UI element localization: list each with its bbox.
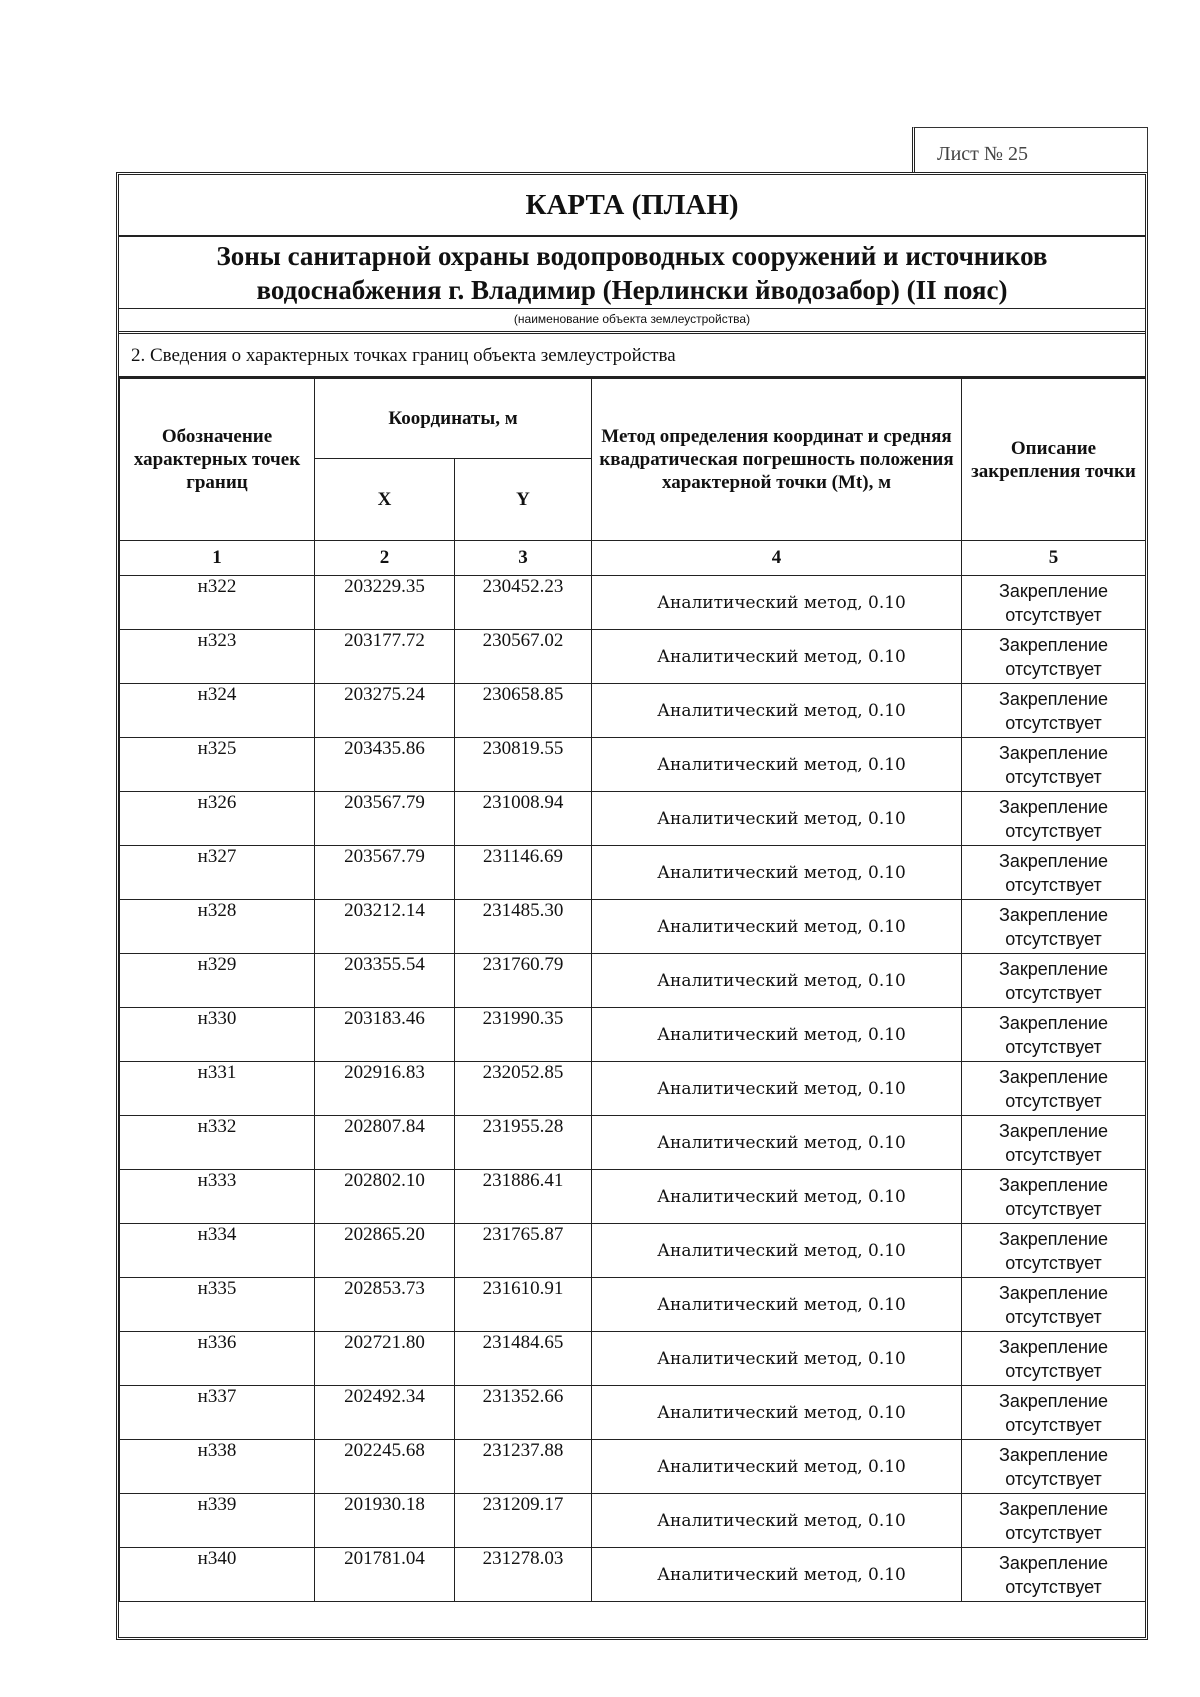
anchor-cell: Закрепление отсутствует [962,792,1146,846]
method-cell: Аналитический метод, 0.10 [592,954,962,1008]
method-cell: Аналитический метод, 0.10 [592,1062,962,1116]
method-cell: Аналитический метод, 0.10 [592,630,962,684]
column-number: 5 [962,541,1146,576]
y-cell: 231886.41 [455,1170,592,1224]
table-row [120,954,1146,1008]
x-cell: 201781.04 [315,1548,455,1602]
y-cell: 231955.28 [455,1116,592,1170]
x-cell: 201930.18 [315,1494,455,1548]
object-name [119,235,1145,311]
anchor-cell: Закрепление отсутствует [962,576,1146,630]
method-cell: Аналитический метод, 0.10 [592,738,962,792]
anchor-cell: Закрепление отсутствует [962,1386,1146,1440]
method-cell: Аналитический метод, 0.10 [592,1224,962,1278]
anchor-cell: Закрепление отсутствует [962,684,1146,738]
section-heading: 2. Сведения о характерных точках границ объекта землеустройства [119,333,1145,378]
y-cell: 232052.85 [455,1062,592,1116]
method-cell: Аналитический метод, 0.10 [592,1008,962,1062]
y-cell: 230567.02 [455,630,592,684]
method-cell: Аналитический метод, 0.10 [592,1548,962,1602]
point-cell: н334 [120,1224,315,1278]
anchor-cell: Закрепление отсутствует [962,1440,1146,1494]
page-title: КАРТА (ПЛАН) [119,175,1145,237]
anchor-cell: Закрепление отсутствует [962,846,1146,900]
point-cell: н337 [120,1386,315,1440]
method-cell: Аналитический метод, 0.10 [592,684,962,738]
point-cell: н324 [120,684,315,738]
x-cell: 203212.14 [315,900,455,954]
table-row [120,900,1146,954]
point-cell: н333 [120,1170,315,1224]
method-cell: Аналитический метод, 0.10 [592,1278,962,1332]
y-cell: 230452.23 [455,576,592,630]
column-numbers-row [120,541,1146,576]
method-cell: Аналитический метод, 0.10 [592,1494,962,1548]
point-cell: н336 [120,1332,315,1386]
method-cell: Аналитический метод, 0.10 [592,900,962,954]
x-cell: 203435.86 [315,738,455,792]
point-cell: н323 [120,630,315,684]
x-cell: 203177.72 [315,630,455,684]
table-row [120,684,1146,738]
table-row [120,1332,1146,1386]
point-cell: н327 [120,846,315,900]
table-row [120,1170,1146,1224]
point-cell: н329 [120,954,315,1008]
header-y: Y [455,459,592,541]
column-number: 1 [120,541,315,576]
header-coords: Координаты, м [315,379,592,459]
y-cell: 231209.17 [455,1494,592,1548]
x-cell: 203229.35 [315,576,455,630]
y-cell: 231484.65 [455,1332,592,1386]
anchor-cell: Закрепление отсутствует [962,954,1146,1008]
y-cell: 230658.85 [455,684,592,738]
y-cell: 230819.55 [455,738,592,792]
point-cell: н328 [120,900,315,954]
method-cell: Аналитический метод, 0.10 [592,576,962,630]
anchor-cell: Закрепление отсутствует [962,900,1146,954]
point-cell: н330 [120,1008,315,1062]
y-cell: 231146.69 [455,846,592,900]
table-row [120,738,1146,792]
object-name-line-2: водоснабжения г. Владимир (Нерлински йводозабор) (II пояс) [256,275,1008,305]
x-cell: 202865.20 [315,1224,455,1278]
empty-footer-area [119,1583,1145,1639]
header-point: Обозначение характерных точек границ [120,379,315,541]
method-cell: Аналитический метод, 0.10 [592,1170,962,1224]
table-row [120,1440,1146,1494]
table-row [120,1278,1146,1332]
y-cell: 231990.35 [455,1008,592,1062]
anchor-cell: Закрепление отсутствует [962,1494,1146,1548]
y-cell: 231008.94 [455,792,592,846]
y-cell: 231278.03 [455,1548,592,1602]
x-cell: 203567.79 [315,846,455,900]
header-anchor: Описание закрепления точки [962,379,1146,541]
column-number: 2 [315,541,455,576]
method-cell: Аналитический метод, 0.10 [592,1116,962,1170]
y-cell: 231760.79 [455,954,592,1008]
anchor-cell: Закрепление отсутствует [962,738,1146,792]
y-cell: 231237.88 [455,1440,592,1494]
x-cell: 202721.80 [315,1332,455,1386]
anchor-cell: Закрепление отсутствует [962,1062,1146,1116]
method-cell: Аналитический метод, 0.10 [592,792,962,846]
table-row [120,1008,1146,1062]
point-cell: н332 [120,1116,315,1170]
x-cell: 203567.79 [315,792,455,846]
table-row [120,1116,1146,1170]
point-cell: н340 [120,1548,315,1602]
table-row [120,1386,1146,1440]
anchor-cell: Закрепление отсутствует [962,1278,1146,1332]
table-row [120,846,1146,900]
table-row [120,1224,1146,1278]
x-cell: 202916.83 [315,1062,455,1116]
column-number: 4 [592,541,962,576]
point-cell: н322 [120,576,315,630]
method-cell: Аналитический метод, 0.10 [592,1332,962,1386]
x-cell: 203355.54 [315,954,455,1008]
anchor-cell: Закрепление отсутствует [962,1224,1146,1278]
point-cell: н331 [120,1062,315,1116]
column-number: 3 [455,541,592,576]
anchor-cell: Закрепление отсутствует [962,630,1146,684]
anchor-cell: Закрепление отсутствует [962,1548,1146,1602]
anchor-cell: Закрепление отсутствует [962,1332,1146,1386]
x-cell: 202802.10 [315,1170,455,1224]
table-row [120,1494,1146,1548]
sheet-number: Лист № 25 [912,127,1148,173]
method-cell: Аналитический метод, 0.10 [592,1386,962,1440]
anchor-cell: Закрепление отсутствует [962,1170,1146,1224]
x-cell: 202245.68 [315,1440,455,1494]
y-cell: 231610.91 [455,1278,592,1332]
anchor-cell: Закрепление отсутствует [962,1008,1146,1062]
table-row [120,630,1146,684]
point-cell: н325 [120,738,315,792]
header-x: X [315,459,455,541]
table-row [120,1062,1146,1116]
object-caption: (наименование объекта землеустройства) [119,308,1145,334]
point-cell: н339 [120,1494,315,1548]
table-row [120,576,1146,630]
method-cell: Аналитический метод, 0.10 [592,1440,962,1494]
point-cell: н335 [120,1278,315,1332]
x-cell: 203183.46 [315,1008,455,1062]
y-cell: 231765.87 [455,1224,592,1278]
method-cell: Аналитический метод, 0.10 [592,846,962,900]
anchor-cell: Закрепление отсутствует [962,1116,1146,1170]
x-cell: 202853.73 [315,1278,455,1332]
y-cell: 231485.30 [455,900,592,954]
x-cell: 202492.34 [315,1386,455,1440]
table-row [120,792,1146,846]
x-cell: 203275.24 [315,684,455,738]
document-frame [116,172,1148,1640]
point-cell: н326 [120,792,315,846]
points-table [119,378,1146,1602]
object-name-line-1: Зоны санитарной охраны водопроводных сооружений и источников [216,241,1048,271]
header-method: Метод определения координат и средняя квадратическая погрешность положения характерной точки (Mt), м [592,379,962,541]
point-cell: н338 [120,1440,315,1494]
y-cell: 231352.66 [455,1386,592,1440]
x-cell: 202807.84 [315,1116,455,1170]
